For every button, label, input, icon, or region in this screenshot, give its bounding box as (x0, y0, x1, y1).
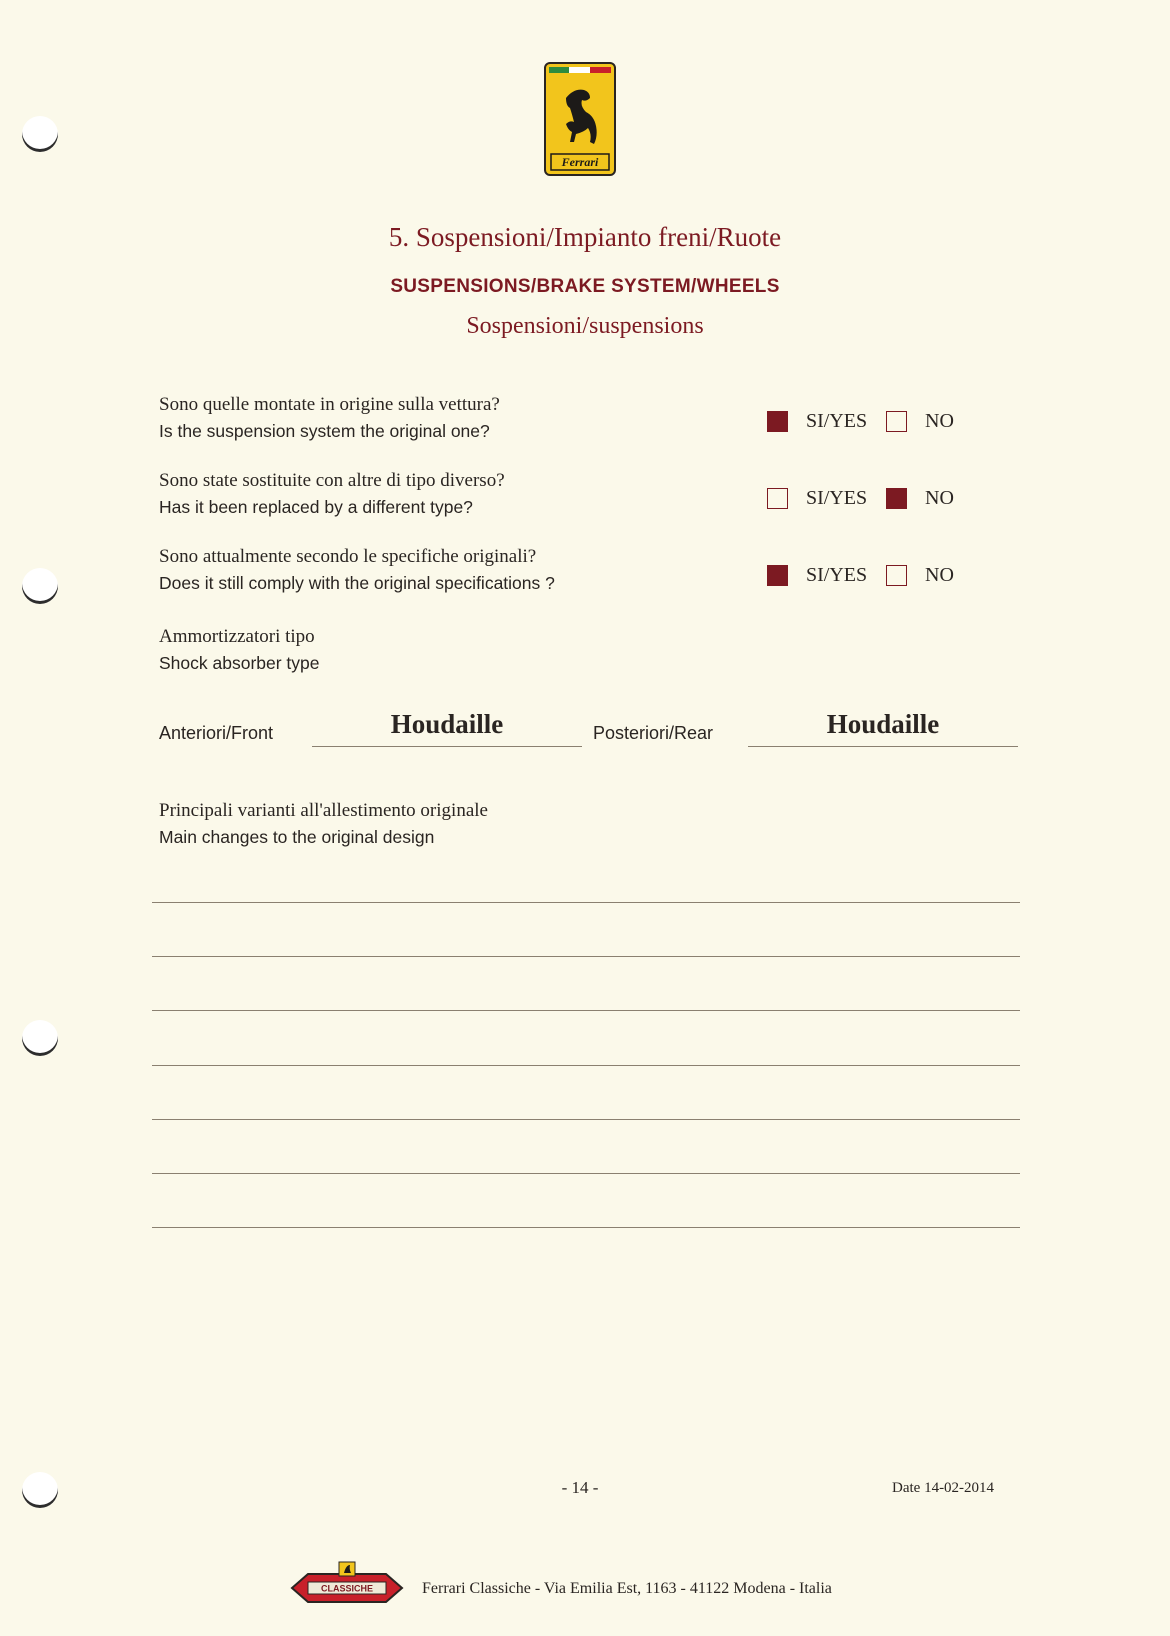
checkbox-unchecked[interactable] (886, 411, 907, 432)
checkbox-checked[interactable] (767, 565, 788, 586)
section-title: Sospensioni/suspensions (466, 313, 704, 339)
changes-it: Principali varianti all'allestimento originale (159, 800, 488, 821)
shock-absorber-it: Ammortizzatori tipo (159, 626, 315, 647)
ferrari-logo (544, 62, 616, 176)
changes-heading (159, 798, 488, 850)
yes-label: SI/YES (806, 410, 868, 432)
no-label: NO (925, 410, 954, 432)
checkbox-unchecked[interactable] (767, 488, 788, 509)
question-2-it: Sono state sostituite con altre di tipo diverso? (159, 470, 505, 491)
shock-absorber-heading (159, 624, 320, 676)
binder-hole (22, 568, 58, 604)
question-2-yes[interactable] (767, 487, 867, 510)
changes-line[interactable] (152, 1010, 1020, 1011)
checkbox-checked[interactable] (886, 488, 907, 509)
question-1-en: Is the suspension system the original one? (159, 421, 490, 441)
checkbox-checked[interactable] (767, 411, 788, 432)
changes-line[interactable] (152, 1227, 1020, 1228)
changes-line[interactable] (152, 1119, 1020, 1120)
question-3-en: Does it still comply with the original specifications ? (159, 573, 555, 593)
ferrari-classiche-badge (286, 1558, 408, 1618)
document-date: Date 14-02-2014 (892, 1480, 995, 1496)
question-3-no[interactable] (886, 564, 954, 587)
question-1-yes[interactable] (767, 410, 867, 433)
front-underline (312, 746, 582, 747)
rear-label: Posteriori/Rear (593, 723, 714, 743)
question-3 (159, 544, 555, 596)
shock-absorber-en: Shock absorber type (159, 653, 320, 673)
rear-underline (748, 746, 1018, 747)
question-3-yes[interactable] (767, 564, 867, 587)
no-label: NO (925, 487, 954, 509)
changes-line[interactable] (152, 956, 1020, 957)
no-label: NO (925, 564, 954, 586)
front-label: Anteriori/Front (159, 723, 274, 743)
logo-text: Ferrari (561, 155, 599, 169)
changes-line[interactable] (152, 1173, 1020, 1174)
page-number: - 14 - (561, 1478, 599, 1497)
rear-value[interactable]: Houdaille (826, 709, 940, 739)
question-2-en: Has it been replaced by a different type? (159, 497, 473, 517)
yes-label: SI/YES (806, 487, 868, 509)
question-1 (159, 392, 500, 444)
footer-address: Ferrari Classiche - Via Emilia Est, 1163 - 41122 Modena - Italia (422, 1580, 832, 1597)
checkbox-unchecked[interactable] (886, 565, 907, 586)
binder-hole (22, 1020, 58, 1056)
yes-label: SI/YES (806, 564, 868, 586)
page-title: 5. Sospensioni/Impianto freni/Ruote (388, 222, 782, 252)
changes-line[interactable] (152, 1065, 1020, 1066)
binder-hole (22, 116, 58, 152)
page-subtitle: SUSPENSIONS/BRAKE SYSTEM/WHEELS (390, 276, 780, 297)
binder-hole (22, 1472, 58, 1508)
badge-text: CLASSICHE (320, 1583, 374, 1594)
changes-en: Main changes to the original design (159, 827, 435, 847)
front-value[interactable]: Houdaille (390, 709, 504, 739)
question-2-no[interactable] (886, 487, 954, 510)
changes-line[interactable] (152, 902, 1020, 903)
question-1-no[interactable] (886, 410, 954, 433)
question-2 (159, 468, 505, 520)
question-1-it: Sono quelle montate in origine sulla vettura? (159, 394, 500, 415)
question-3-it: Sono attualmente secondo le specifiche originali? (159, 546, 537, 567)
